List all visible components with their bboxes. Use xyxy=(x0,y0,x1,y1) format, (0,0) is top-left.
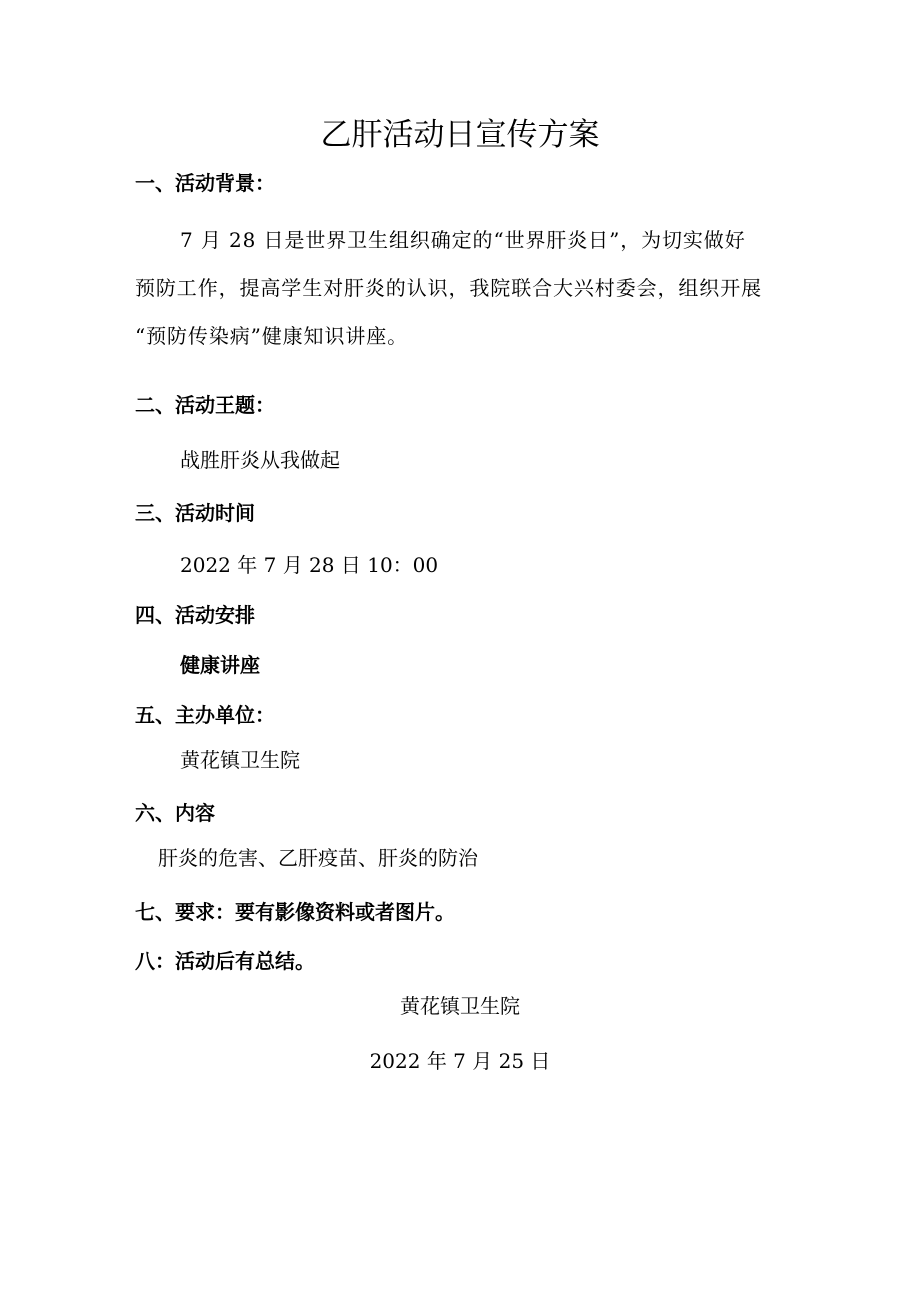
background-line-3: “预防传染病”健康知识讲座。 xyxy=(135,324,409,348)
background-line-1: 7 月 28 日是世界卫生组织确定的“世界肝炎日”，为切实做好 xyxy=(180,228,746,252)
time-content: 2022 年 7 月 28 日 10：00 xyxy=(180,553,439,577)
section-heading-summary: 八：活动后有总结。 xyxy=(135,949,315,973)
section-heading-theme: 二、活动王题： xyxy=(135,393,275,417)
section-heading-organizer: 五、主办单位： xyxy=(135,703,275,727)
section-heading-requirement: 七、要求：要有影像资料或者图片。 xyxy=(135,900,455,924)
content-text: 肝炎的危害、乙肝疫苗、肝炎的防治 xyxy=(158,846,478,870)
signature-organization: 黄花镇卫生院 xyxy=(400,994,520,1018)
section-heading-background: 一、活动背景： xyxy=(135,171,275,195)
section-heading-content: 六、内容 xyxy=(135,801,215,825)
arrangement-content: 健康讲座 xyxy=(180,653,260,677)
signature-date: 2022 年 7 月 25 日 xyxy=(369,1049,551,1073)
section-heading-arrangement: 四、活动安排 xyxy=(135,603,255,627)
theme-content: 战胜肝炎从我做起 xyxy=(180,448,340,472)
organizer-content: 黄花镇卫生院 xyxy=(180,748,300,772)
document-title: 乙肝活动日宣传方案 xyxy=(320,117,600,153)
section-heading-time: 三、活动时间 xyxy=(135,501,255,525)
background-line-2: 预防工作，提高学生对肝炎的认识，我院联合大兴村委会，组织开展 xyxy=(135,276,762,300)
